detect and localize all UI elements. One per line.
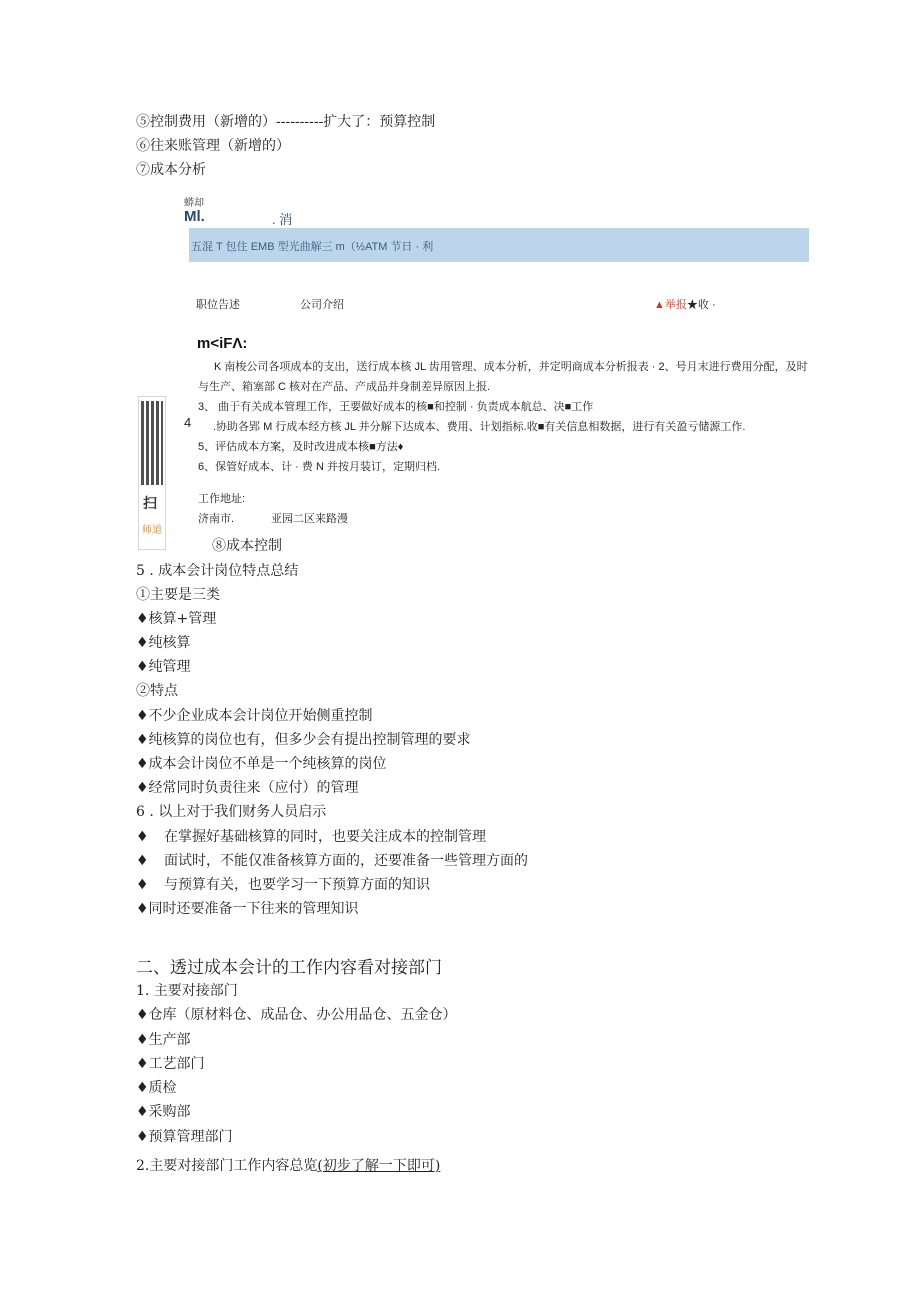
list-item: ♦成本会计岗位不单是一个纯核算的岗位 [136, 756, 387, 772]
bullet-icon: ♦ [136, 829, 149, 845]
qr-footer-label: 师道 [142, 525, 162, 536]
duty-line: 6、保管好成本、计 · 费 N 并按月装订，定期归档. [198, 461, 441, 473]
qr-scan-label: 扫 [143, 496, 157, 512]
work-address-label: 工作地址: [198, 493, 246, 505]
list-item: ♦仓库（原材料仓、成品仓、办公用品仓、五金仓） [136, 1007, 457, 1023]
text-ar-ap: ⑥往来账管理（新增的） [136, 138, 290, 154]
brand-small: 蟒却 [184, 198, 204, 209]
duty-number: 4 [184, 415, 192, 430]
list-item: ♦纯核算的岗位也有，但多少会有提出控制管理的要求 [136, 732, 471, 748]
list-heading-text: 2.主要对接部门工作内容总览 [136, 1158, 318, 1174]
tab-company-intro[interactable]: 公司介绍 [300, 299, 344, 311]
job-banner-text: 五混 T 包住 EMB 型光曲解三 m（½ATM 节日 · 利 [191, 241, 434, 253]
report-label: ▲举报 [654, 299, 687, 311]
list-heading-note: (初步了解一下即可) [317, 1158, 441, 1174]
list-item: ②特点 [136, 683, 178, 699]
list-item: ♦同时还要准备一下往来的管理知识 [136, 901, 359, 917]
report-button[interactable] [654, 296, 716, 312]
list-item: ♦纯核算 [136, 635, 191, 651]
list-item: ♦工艺部门 [136, 1056, 205, 1072]
collect-label: ★收 · [686, 299, 716, 311]
duty-line: .协助各郢 M 行成本经方核 JL 并分解下达成本、费用、计划指标.收■有关信息相数据，进行有关盈亏储源工作. [213, 421, 746, 433]
section-5-title: 5 . 成本会计岗位特点总结 [136, 563, 299, 579]
list-item: ♦经常同时负责往来（应付）的管理 [136, 780, 359, 796]
list-item: ♦生产部 [136, 1032, 191, 1048]
duty-line: 5、评估成本方案，及时改进成本核■方法♦ [198, 441, 404, 453]
section-heading: 二、透过成本会计的工作内容看对接部门 [136, 958, 442, 978]
brand-logo: Ml. [184, 208, 205, 225]
list-heading: 1. 主要对接部门 [136, 983, 238, 999]
list-item: ♦不少企业成本会计岗位开始侧重控制 [136, 708, 373, 724]
text-control-cost: ⑤控制费用（新增的）----------扩大了：预算控制 [136, 114, 436, 130]
list-item: ♦采购部 [136, 1104, 191, 1120]
bullet-icon: ♦ [136, 877, 149, 893]
qr-code-panel[interactable] [138, 396, 166, 550]
bullet-icon: ♦ [136, 853, 149, 869]
list-item: 与预算有关，也要学习一下预算方面的知识 [164, 877, 430, 893]
list-item: 在掌握好基础核算的同时，也要关注成本的控制管理 [164, 829, 486, 845]
section-6-title: 6 . 以上对于我们财务人员启示 [136, 804, 327, 820]
duty-line: 与生产、箱塞部 C 核对在产品、产成品并身制差异原因上报. [198, 381, 491, 393]
text-cost-control: ⑧成本控制 [212, 538, 282, 554]
work-address-city: 济南市. [198, 513, 235, 525]
list-item: ♦预算管理部门 [136, 1129, 233, 1145]
tab-job-description[interactable]: 职位告述 [196, 299, 240, 311]
list-item: ♦纯管理 [136, 659, 191, 675]
qr-code-icon [141, 401, 163, 485]
list-item: ♦核算+管理 [136, 611, 217, 627]
brand-suffix: . 消 [272, 212, 293, 227]
list-item: ♦质检 [136, 1080, 177, 1096]
duty-line: K 南梭公司各项成本的支出，送行成本核 JL 齿用管理、成本分析，并定明商成本分析报表 · 2、号月末进行费用分配，及时 [214, 361, 808, 373]
list-item: ①主要是三类 [136, 587, 220, 603]
job-section-title: m<iFΛ: [197, 335, 248, 352]
work-address-street: 亚园二区来路漫 [271, 513, 348, 525]
list-item: 面试时，不能仅准备核算方面的，还要准备一些管理方面的 [164, 853, 528, 869]
list-heading [136, 1157, 440, 1175]
duty-line: 3、 曲于有关成本管理工作，王要做好成本的核■和控制 · 负责成本航总、决■工作 [198, 401, 594, 413]
text-cost-analysis: ⑦成本分析 [136, 162, 206, 178]
